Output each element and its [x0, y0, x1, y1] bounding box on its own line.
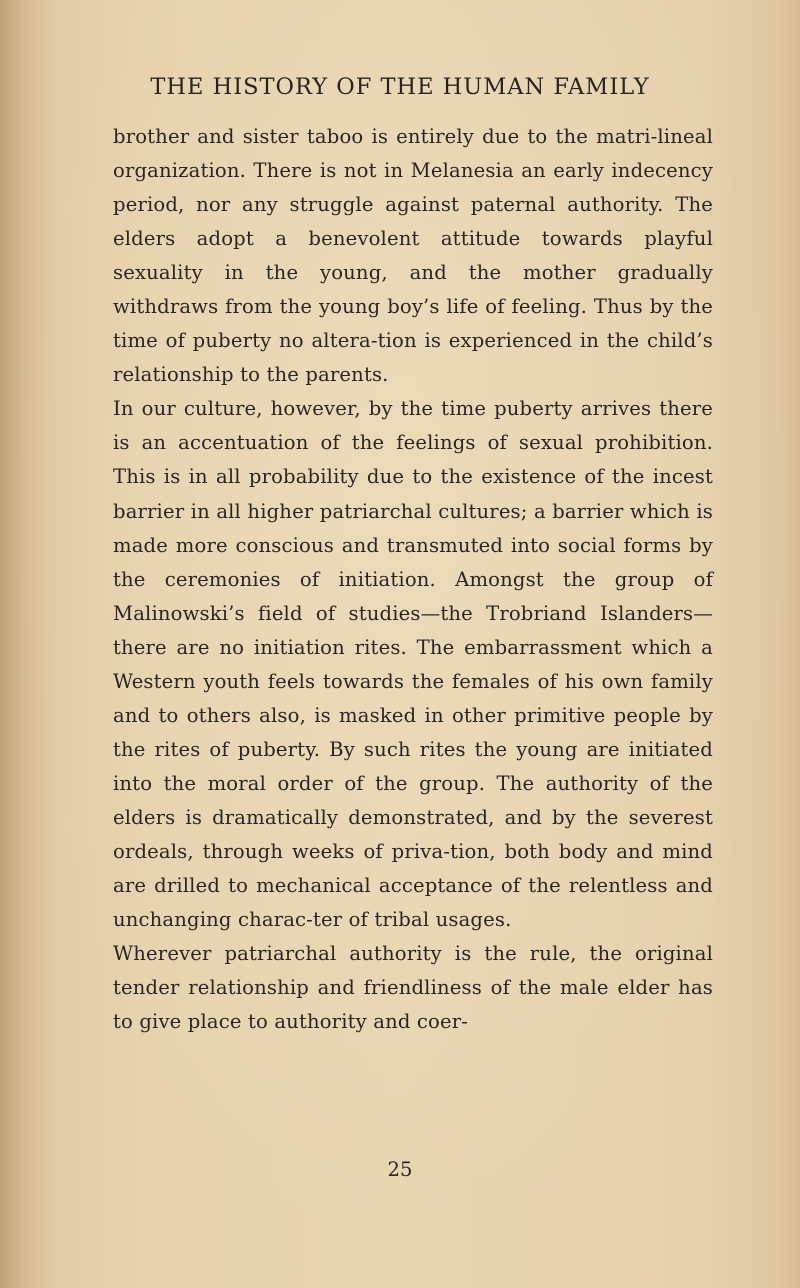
running-header: THE HISTORY OF THE HUMAN FAMILY	[150, 74, 650, 100]
paragraph-2: In our culture, however, by the time puberty arrives there is an accentuation of the feelings of sexual prohibition. This is in all probability due to the existence of the incest barrier in all higher patriarchal cultures; a barrier which is made more conscious and transmuted into social forms by the ceremonies of initiation. Amongst the group of Malinowski’s field of studies—the Trobriand Islanders—there are no initiation rites. The embarrassment which a Western youth feels towards the females of his own family and to others also, is masked in other primitive people by the rites of puberty. By such rites the young are initiated into the moral order of the group. The authority of the elders is dramatically demonstrated, and by the severest ordeals, through weeks of priva-tion, both body and mind are drilled to mechanical acceptance of the relentless and unchanging charac-ter of tribal usages.	[113, 397, 713, 932]
paragraph-3: Wherever patriarchal authority is the rule, the original tender relationship and friendliness of the male elder has to give place to authority and coer-	[113, 942, 713, 1034]
body-text	[113, 120, 713, 1039]
page-number: 25	[387, 1158, 413, 1181]
paragraph-1: brother and sister taboo is entirely due to the matri-lineal organization. There is not in Melanesia an early indecency period, nor any struggle against paternal authority. The elders adopt a benevolent attitude towards playful sexuality in the young, and the mother gradually withdraws from the young boy’s life of feeling. Thus by the time of puberty no altera-tion is experienced in the child’s relationship to the parents.	[113, 125, 713, 387]
